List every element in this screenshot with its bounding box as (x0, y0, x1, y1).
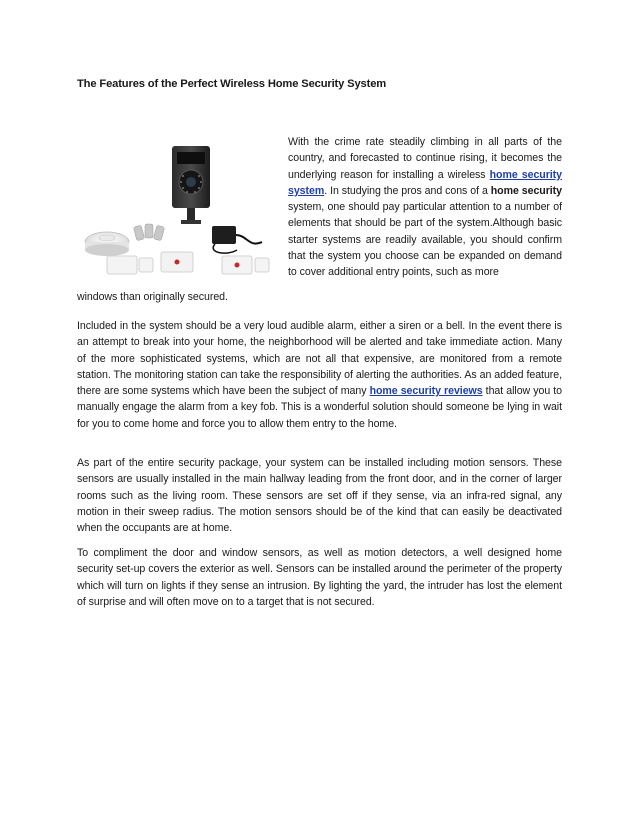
key-fobs (133, 224, 164, 241)
door-sensors (107, 252, 269, 274)
home-security-bold: home security (490, 184, 562, 197)
intro-text-2: . In studying the pros and cons of a (324, 184, 491, 197)
intro-paragraph (288, 134, 562, 281)
security-kit-image (77, 138, 277, 288)
document-title: The Features of the Perfect Wireless Home Security System (77, 78, 387, 90)
home-security-system-link[interactable]: home security system (288, 168, 562, 197)
intro-paragraph-tail: windows than originally secured. (77, 291, 228, 303)
camera-unit (172, 146, 210, 224)
paragraph-motion-sensors: As part of the entire security package, your system can be installed including motion sensors. These sensors are usually installed in the main hallway leading from the front door, and in the corner of larger rooms such as the living room. These sensors are set off if they sense, via an infra-red signal, any motion in their sweep radius. The motion sensors should be of the kind that can easily be deactivated when the occupants are at home. (77, 457, 562, 535)
power-adapter (212, 226, 262, 253)
paragraph-alarm-text-1: Included in the system should be a very loud audible alarm, either a siren or a bell. In the event there is an attempt to break into your home, the neighborhood will be alerted and take immediate action. Many of the more sophisticated systems, which are not all that expensive, are monitored from a remote station. The monitoring station can take the responsibility of alerting the authorities. As an added feature, there are some systems which have been the subject of many (77, 320, 562, 398)
paragraph-alarm-text-2: that allow you to manually engage the alarm from a key fob. This is a wonderful solution should someone be lying in wait for you to come home and force you to allow them entry to the home. (77, 385, 562, 430)
paragraph-alarm (77, 318, 562, 432)
paragraph-exterior: To compliment the door and window sensors, as well as motion detectors, a well designed home security set-up covers the exterior as well. Sensors can be installed around the perimeter of the property which will turn on lights if they sense an intrusion. By lighting the yard, the intruder has lost the element of surprise and will often move on to a target that is not secured. (77, 547, 562, 608)
home-security-reviews-link[interactable]: home security reviews (369, 385, 483, 398)
intro-text-3: system, one should pay particular attention to a number of elements that should be part of the system.Although basic starter systems are readily available, you should confirm that the system you choose can be expanded on demand to cover additional entry points, such as more (288, 201, 562, 279)
intro-text-1: With the crime rate steadily climbing in all parts of the country, and forecasted to continue rising, it becomes the underlying reason for installing a wireless (288, 136, 562, 181)
siren-unit (85, 232, 129, 256)
